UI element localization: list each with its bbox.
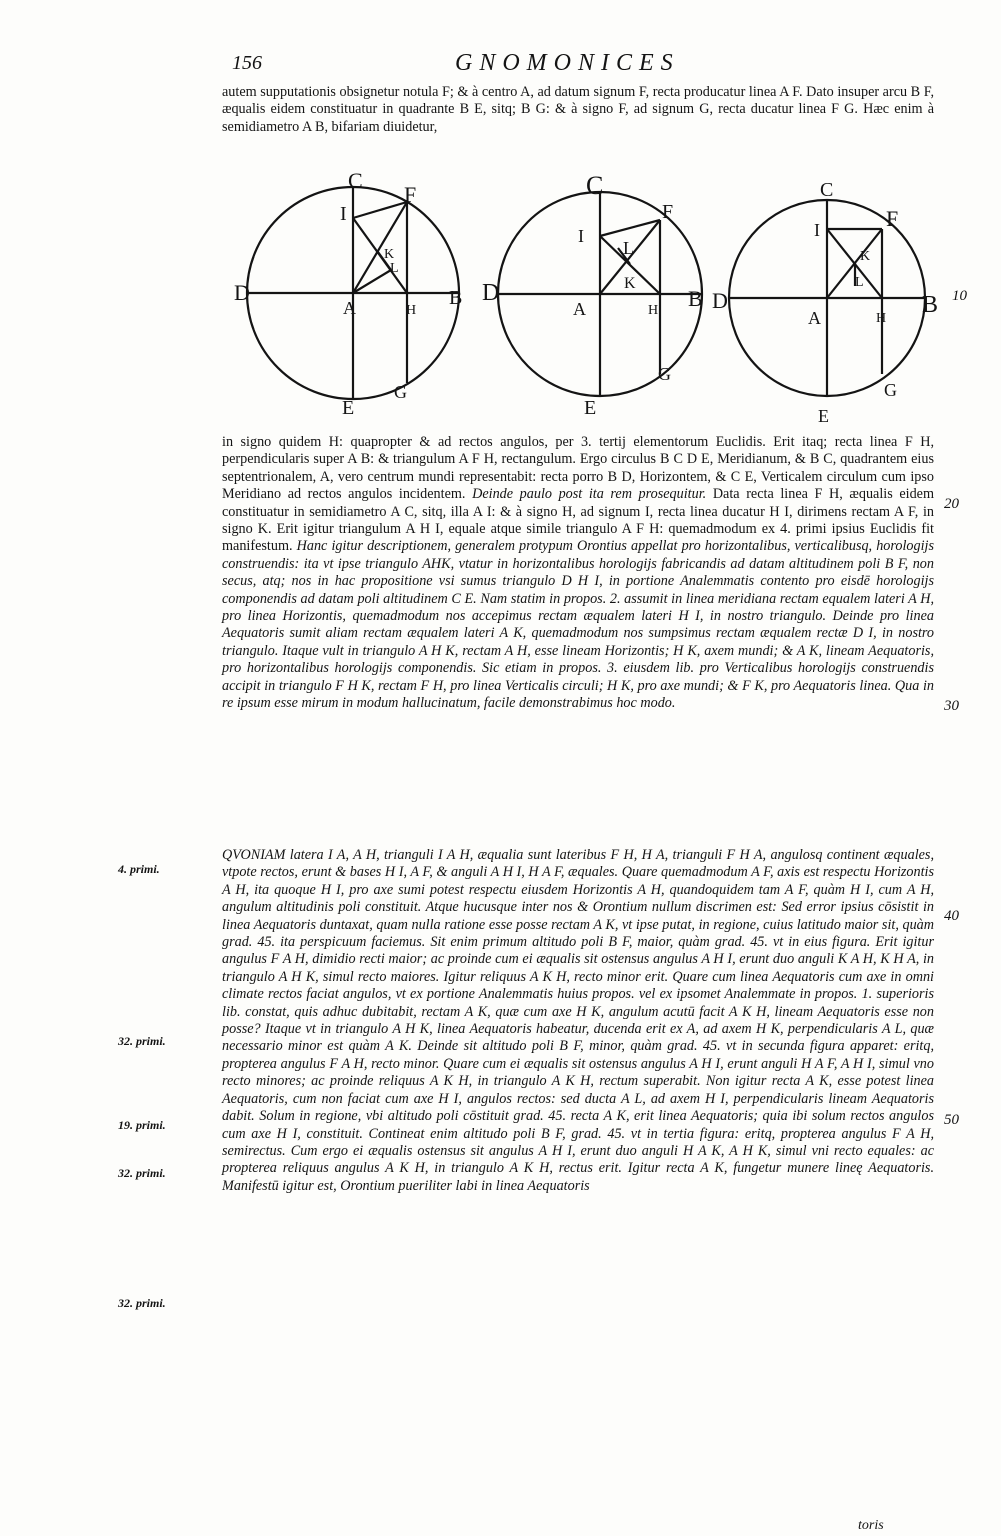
label-L: L bbox=[390, 261, 399, 276]
paragraph-main: in signo quidem H: quapropter & ad rectos angulos, per 3. tertij elementorum Euclidis. Erit itaq; recta linea F H, perpendicularis super A B: & triangulum A F H, rectangulum. Ergo circulus B C D E, Meridianum, & B C, quadrantem eius septentrionalem, A, vero centrum mundi representabit: recta porro B D, Horizontem, & C E, Verticalem circulum cum ipso Meridiano ad rectos angulos incidentem. Deinde paulo post ita rem prosequitur. Data recta linea F H, æqualis eidem constituatur in semidiametro A C, sitq, illa A I: & à signo H, ad signum I, recta linea ducatur H I, dirimens rectam A F, in signo K. Erit igitur triangulum A H I, equale atque simile triangulo A F H: quemadmodum ex 4. primi ipsius Euclidis fit manifestum. Hanc igitur descriptionem, generalem protypum Orontius appellat pro horizontalibus, verticalibusq, horologijs construendis: ita vt ipse triangulo AHK, vtatur in horizontalibus horologijs fabricandis ad datam altitudinem poli B F, non secus, atq; nos in hac propositione vsi sumus triangulo D H I, in portione Analemmatis contento pro eisdē horologijs componendis ad datam poli altitudinem C E. Nam statim in propos. 2. assumit in linea meridiana rectam equalem lateri A H, pro linea Horizontis, quemadmodum nos accepimus rectam æqualem lateri H I, in nostro triangulo. Deinde pro linea Aequatoris sumit aliam rectam æqualem lateri A K, quemadmodum nos sumpsimus rectam æqualem rectæ D I, in nostro triangulo. Itaque vult in triangulo A H K, rectam A H, esse lineam Horizontis; H K, axem mundi; & A K, lineam Aequatoris, pro horizontalibus horologijs componendis. Sic etiam in propos. 3. eiusdem lib. pro Verticalibus horologijs construendis accipit in triangulo F H K, rectam F H, pro linea Verticalis circuli; H K, pro axe mundi; & F K, pro Aequatoris linea. Qua in re ipsum esse mirum in modum hallucinatum, facile demonstrabimus hoc modo. bbox=[222, 434, 935, 712]
label-F: F bbox=[404, 182, 417, 207]
label-I: I bbox=[340, 203, 347, 225]
running-header bbox=[0, 50, 1001, 80]
line-number: 20 bbox=[944, 496, 959, 512]
label-A: A bbox=[808, 308, 821, 328]
line-number: 50 bbox=[944, 1112, 959, 1128]
label-A: A bbox=[573, 299, 586, 319]
margin-note: 32. primi. bbox=[118, 1296, 166, 1310]
label-D: D bbox=[234, 280, 250, 305]
line-number: 40 bbox=[944, 908, 959, 924]
label-K: K bbox=[624, 275, 636, 292]
label-C: C bbox=[586, 171, 604, 200]
paragraph-intro: autem supputationis obsignetur notula F; & à centro A, ad datum signum F, recta producatur linea A F. Dato insuper arcu B F, æqualis eidem constituatur in quadrante B E, sitq; B G: & à signo F, ad signum G, recta ducatur linea F G. Hæc enim à semidiametro A B, bifariam diuidetur, bbox=[222, 84, 934, 135]
running-title: GNOMONICES bbox=[455, 50, 680, 76]
figure-1 bbox=[228, 168, 468, 419]
label-C: C bbox=[820, 179, 834, 201]
label-L: L bbox=[855, 275, 864, 290]
figure-3 bbox=[712, 178, 947, 424]
margin-note: 4. primi. bbox=[118, 862, 160, 876]
label-B: B bbox=[922, 292, 939, 318]
label-K: K bbox=[860, 249, 871, 264]
figure-2 bbox=[482, 172, 722, 418]
label-H: H bbox=[406, 303, 417, 318]
catchword: toris bbox=[858, 1518, 884, 1533]
label-B: B bbox=[688, 286, 703, 311]
margin-note: 32. primi. bbox=[118, 1166, 166, 1180]
line-number: 30 bbox=[944, 698, 959, 714]
label-B: B bbox=[449, 287, 463, 309]
label-D: D bbox=[712, 288, 728, 313]
line-number: 10 bbox=[952, 288, 967, 304]
label-I: I bbox=[578, 226, 584, 246]
label-K: K bbox=[384, 247, 395, 262]
label-F: F bbox=[886, 206, 899, 231]
label-D: D bbox=[482, 280, 500, 306]
label-E: E bbox=[818, 406, 829, 426]
label-I: I bbox=[814, 220, 820, 240]
label-H: H bbox=[876, 311, 887, 326]
label-G: G bbox=[394, 382, 407, 402]
label-F: F bbox=[662, 201, 674, 223]
page-number: 156 bbox=[232, 52, 262, 74]
label-E: E bbox=[584, 397, 597, 419]
margin-note: 19. primi. bbox=[118, 1118, 166, 1132]
paragraph-demonstration: QVONIAM latera I A, A H, trianguli I A H, æqualia sunt lateribus F H, H A, trianguli F H A, angulosq continent æquales, vtpote rectos, erunt & bases H I, A F, & anguli A H I, H A F, æquales. Quare quemadmodum A F, axis est respectu Horizontis A H, ita quoque H I, pro axe sumi potest respectu eiusdem Horizontis A H, quandoquidem tam A F, quàm H I, cum A H, angulum altitudinis poli constituit. Atque hucusque inter nos & Orontium nullum discrimen est: Sed error ipsius cōsistit in linea Aequatoris duntaxat, quam nulla ratione esse posse rectam A K, vt ipse putat, in regione, cuius latitudo maior sit, quàm grad. 45. ita perspicuum faciemus. Sit enim primum altitudo poli B F, maior, quàm grad. 45. vt in eius figura. Erit igitur angulus F A H, dimidio recti maior; ac proinde cum ei æqualis sit ostensus angulus A H I, erunt duo anguli K A H, K H A, in triangulo A H K, simul recto maiores. Igitur reliquus A K H, recto minor erit. Quare cum linea Aequatoris cum axe in omni climate rectos faciat angulos, vt ex portione Analemmatis huius propos. vel ex ipsomet Analemmate in propos. 1. superioris lib. constat, quis adhuc dubitabit, rectam A K, quæ cum axe H K, angulum acutū facit A K H, lineam Aequatoris esse non posse? Itaque vt in triangulo A H K, linea Aequatoris habeatur, ducenda erit ex A, ad axem H K, perpendicularis A L, quæ necessario minor est quàm A K. Deinde sit altitudo poli B F, minor, quàm grad. 45. vt in secunda figura apparet: eritq, propterea angulus F A H, recto minor. Quare cum ei æqualis sit ostensus angulus A H I, erunt anguli H A F, A H I, simul vno recto minores; ac proinde reliquus A K H, in triangulo A K H, rectum superabit. Non igitur recta A K, esse potest linea Aequatoris, cum non faciat cum axe H I, angulos rectos: sed ducta A L, ad axem H I, perpendicularis lineam Aequatoris dabit. Solum in regione, vbi altitudo poli cōstituit grad. 45. recta A K, erit linea Aequatoris; quia ibi solum rectos angulos cum axe H I, constituit. Contineat enim altitudo poli B F, grad. 45. vt in tertia figura: eritq, propterea angulus F A H, semirectus. Cum ergo ei æqualis ostensus sit angulus A H I, erunt duo anguli H A K, A H K, simul vni recto equales: ac propterea reliquus angulus A K H, in triangulo A K H, rectus erit. Igitur recta A K, fungetur munere lineę Aequatoris. Manifestū igitur est, Orontium pueriliter labi in linea Aequatoris bbox=[222, 847, 934, 1194]
margin-note: 32. primi. bbox=[118, 1034, 166, 1048]
label-G: G bbox=[884, 380, 897, 400]
label-G: G bbox=[658, 364, 671, 384]
label-E: E bbox=[342, 397, 355, 419]
label-H: H bbox=[648, 303, 659, 318]
label-C: C bbox=[348, 168, 363, 193]
label-A: A bbox=[343, 298, 356, 318]
label-L: L bbox=[623, 238, 634, 258]
